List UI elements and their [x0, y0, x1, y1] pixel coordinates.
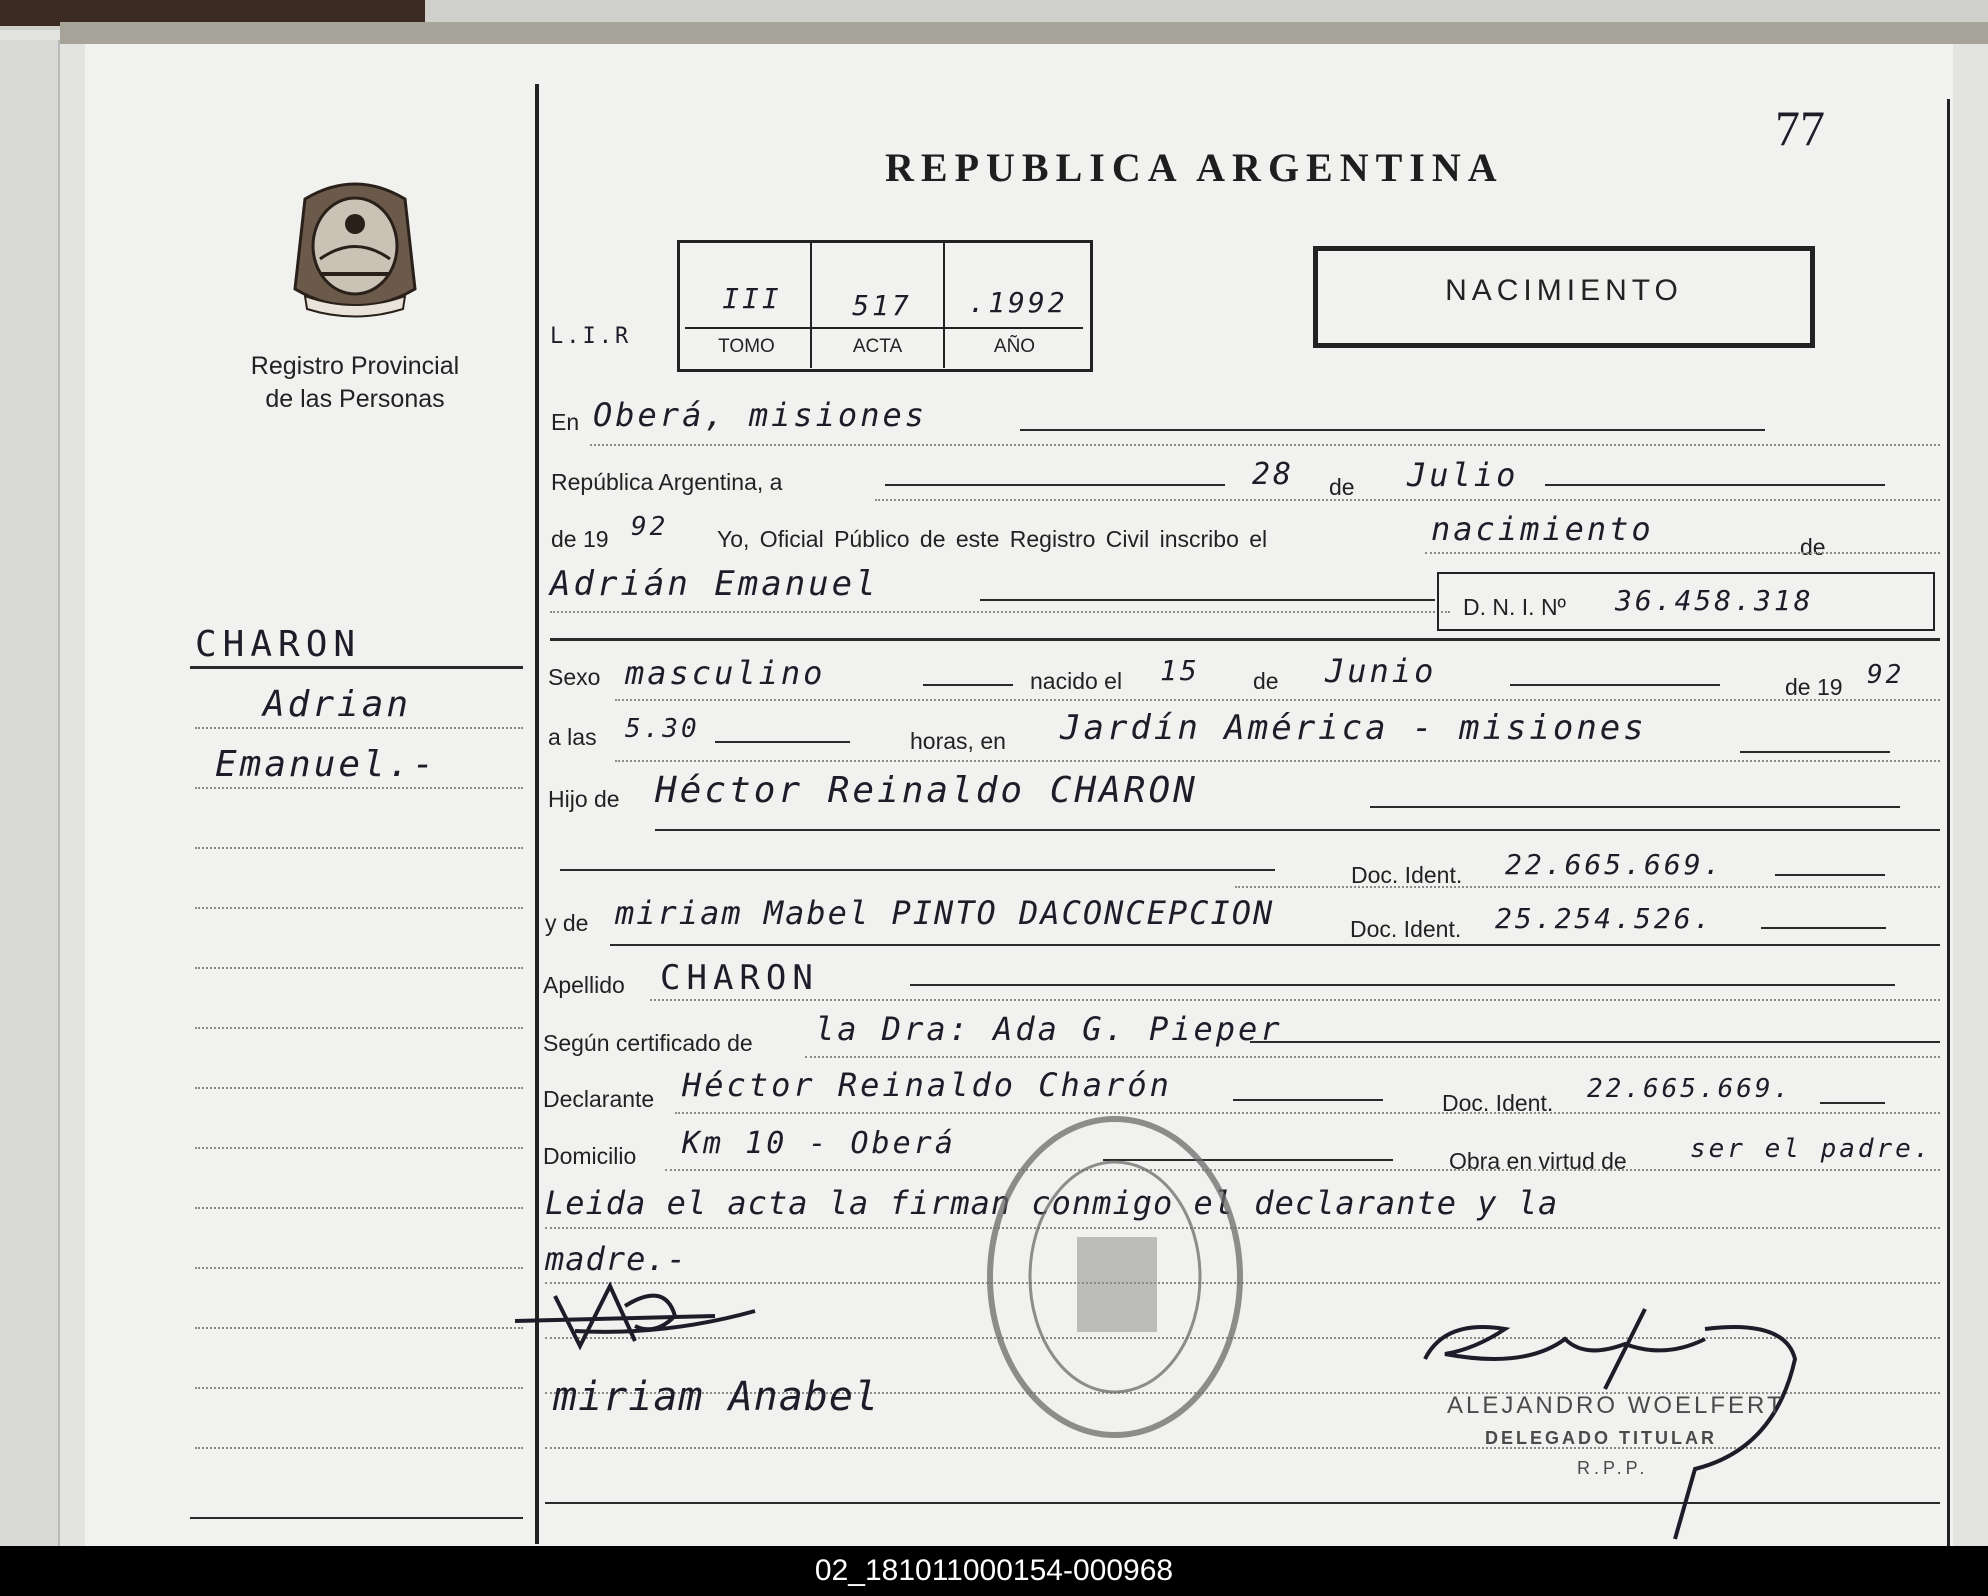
margin-line: [195, 1207, 523, 1209]
margin-bottom-line: [190, 1517, 523, 1519]
registry-name: [235, 350, 475, 416]
office-seal-icon: [985, 1112, 1245, 1442]
ano-label: AÑO: [993, 336, 1036, 357]
declarante-value: Héctor Reinaldo Charón: [682, 1066, 1172, 1104]
form-line: [650, 999, 1940, 1001]
en-label: En: [551, 409, 580, 435]
doc-label-1: Doc. Ident.: [1351, 862, 1463, 888]
margin-name1: Adrian: [263, 684, 412, 725]
de-label: de: [1329, 474, 1355, 500]
de-label-2: de: [1800, 534, 1826, 560]
book-marker: L.I.R: [550, 324, 632, 349]
apellido-value: CHARON: [660, 958, 819, 998]
form-line: [590, 444, 1940, 446]
official-title: DELEGADO TITULAR: [1485, 1428, 1717, 1448]
official-name: ALEJANDRO WOELFERT: [1447, 1392, 1785, 1419]
sexo-value: masculino: [625, 654, 826, 692]
form-line: [550, 611, 1450, 613]
dni-value: 36.458.318: [1615, 584, 1814, 617]
doc-label-3: Doc. Ident.: [1442, 1090, 1554, 1116]
birth-place: Jardín América - misiones: [1060, 708, 1647, 748]
year-prefix: de 19: [551, 526, 609, 552]
page-number: 77: [1775, 100, 1825, 156]
margin-line: [195, 907, 523, 909]
obra-label: Obra en virtud de: [1449, 1148, 1627, 1174]
margin-line: [195, 1267, 523, 1269]
declarante-label: Declarante: [543, 1086, 655, 1112]
fill-line: [1740, 751, 1890, 753]
sexo-label: Sexo: [548, 664, 601, 690]
fill-line: [1020, 429, 1765, 431]
act-value: nacimiento: [1431, 510, 1654, 548]
person-name: Adrián Emanuel: [550, 564, 879, 604]
hijo-label: Hijo de: [548, 786, 620, 812]
year-suffix: 92: [631, 512, 669, 542]
tomo-label: TOMO: [718, 336, 775, 357]
right-margin-rule: [1947, 99, 1950, 1546]
form-line: [805, 1056, 1940, 1058]
fill-line: [1370, 806, 1900, 808]
certificate-sheet: [85, 44, 1953, 1546]
fill-line: [923, 684, 1013, 686]
fill-line: [1545, 484, 1885, 486]
act-type-label: NACIMIENTO: [1445, 274, 1683, 307]
birth-day: 15: [1160, 654, 1200, 687]
segun-label: Según certificado de: [543, 1030, 753, 1056]
acta-value: 517: [852, 289, 912, 322]
mother-doc: 25.254.526.: [1495, 902, 1714, 935]
birth-year-suffix: 92: [1867, 660, 1905, 690]
declarante-doc: 22.665.669.: [1587, 1074, 1793, 1104]
fill-line: [1820, 1102, 1885, 1104]
domicilio-label: Domicilio: [543, 1143, 637, 1169]
book-table-divider: [943, 242, 945, 368]
margin-surname: CHARON: [195, 624, 362, 665]
fill-line: [980, 599, 1435, 601]
tomo-value: III: [722, 282, 782, 315]
fill-line: [1761, 927, 1886, 929]
margin-line: [195, 847, 523, 849]
margin-line: [195, 1387, 523, 1389]
margin-line: [195, 1327, 523, 1329]
closing-line1: Leida el acta la firman conmigo el declarante y la: [545, 1184, 1559, 1222]
form-line: [615, 760, 1940, 762]
father-doc: 22.665.669.: [1505, 848, 1724, 881]
country-title: REPUBLICA ARGENTINA: [885, 145, 1504, 190]
form-line: [615, 699, 1940, 701]
margin-line: [195, 1447, 523, 1449]
time-value: 5.30: [625, 714, 700, 744]
place-value: Oberá, misiones: [593, 396, 927, 434]
horas-label: horas, en: [910, 728, 1006, 754]
mother-name: miriam Mabel PINTO DACONCEPCION: [615, 894, 1275, 932]
father-name: Héctor Reinaldo CHARON: [655, 770, 1198, 811]
obra-value: ser el padre.: [1690, 1134, 1933, 1164]
closing-line2: madre.-: [545, 1240, 687, 1278]
official-signature: [1405, 1299, 1805, 1546]
month-value: Julio: [1407, 456, 1519, 494]
margin-name2: Emanuel.-: [215, 744, 438, 785]
fill-line: [560, 869, 1275, 871]
certificate-value: la Dra: Ada G. Pieper: [815, 1010, 1283, 1048]
registry-line1: Registro Provincial: [250, 352, 460, 380]
margin-line: [195, 1027, 523, 1029]
y-de-label: y de: [545, 910, 589, 936]
acta-label: ACTA: [852, 336, 903, 357]
margin-line: [195, 1147, 523, 1149]
fill-line: [910, 984, 1895, 986]
ano-value: .1992: [968, 286, 1068, 319]
margin-line: [195, 787, 523, 789]
section-rule: [550, 638, 1940, 641]
day-value: 28: [1252, 457, 1295, 492]
fill-line: [1510, 684, 1720, 686]
form-line: [665, 1169, 1940, 1171]
left-page-edge: [0, 40, 60, 1546]
margin-line: [195, 967, 523, 969]
margin-line: [195, 727, 523, 729]
margin-line: [195, 1087, 523, 1089]
birth-month: Junio: [1325, 652, 1437, 690]
declarant-signature: [515, 1276, 775, 1356]
fill-line: [1233, 1099, 1383, 1101]
mother-signature: miriam Anabel: [553, 1374, 880, 1420]
nacido-label: nacido el: [1030, 668, 1123, 694]
fill-line: [715, 741, 850, 743]
doc-label-2: Doc. Ident.: [1350, 916, 1462, 942]
official-org: R.P.P.: [1577, 1458, 1649, 1478]
apellido-label: Apellido: [543, 972, 625, 998]
dni-label: D. N. I. Nº: [1463, 594, 1566, 620]
fill-line: [1775, 874, 1885, 876]
form-line: [1425, 552, 1940, 554]
form-rule: [655, 829, 1940, 831]
official-text: Yo, Oficial Público de este Registro Civil inscribo el: [717, 526, 1268, 552]
a-las-label: a las: [548, 724, 597, 750]
form-line: [1235, 886, 1940, 888]
footer-id: 02_181011000154-000968: [0, 1546, 1988, 1596]
domicilio-value: Km 10 - Oberá: [682, 1126, 956, 1161]
birth-year-prefix: de 19: [1785, 674, 1843, 700]
misiones-seal-icon: [285, 164, 425, 324]
binding-strip: [60, 22, 1988, 44]
republica-label: República Argentina, a: [551, 469, 783, 495]
margin-underline: [190, 666, 523, 669]
fill-line: [1250, 1041, 1940, 1043]
book-table-divider: [810, 242, 812, 368]
de-label-3: de: [1253, 668, 1279, 694]
form-line: [875, 499, 1940, 501]
registry-line2: de las Personas: [265, 385, 445, 413]
fill-line: [885, 484, 1225, 486]
form-rule: [610, 944, 1940, 946]
book-table-rule: [685, 327, 1083, 329]
form-line: [675, 1112, 1940, 1114]
